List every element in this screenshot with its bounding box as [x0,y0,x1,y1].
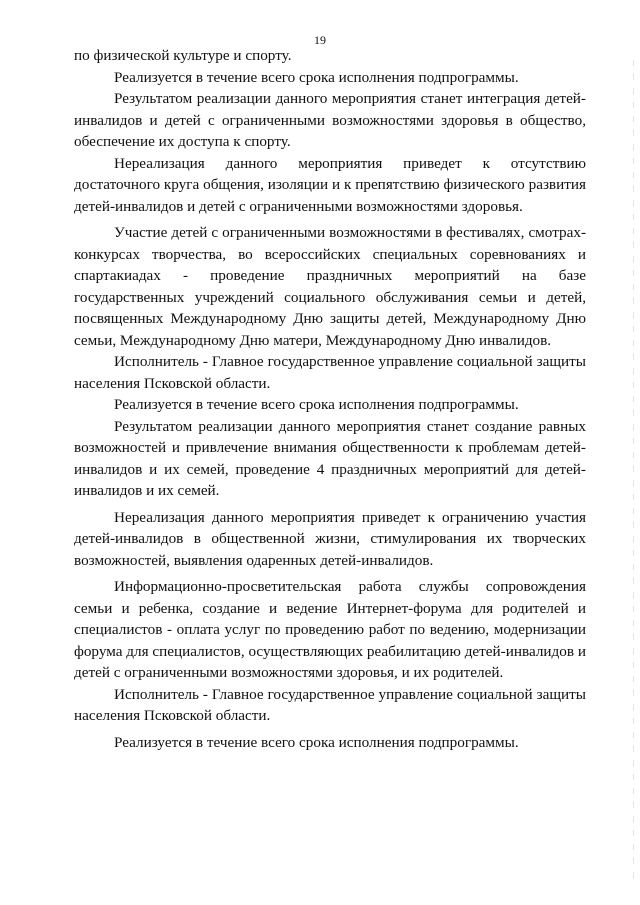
paragraph: Нереализация данного мероприятия приведет к ограничению участия детей-инвалидов в общественной жизни, стимулирования их творческих возможностей, выявления одаренных детей-инвалидов. [74,508,586,569]
page-number: 19 [314,33,326,47]
paragraph: Информационно-просветительская работа службы сопровождения семьи и ребенка, создание и ведение Интернет-форума для родителей и специалистов - оплата услуг по проведению работ по ведению, модернизации форума для специалистов, осуществляющих реабилитацию детей-инвалидов и детей с ограниченными возможностями здоровья, и их родителей. [74,578,586,681]
scan-edge-artifact [633,60,634,880]
paragraph: Участие детей с ограниченными возможностями в фестивалях, смотрах-конкурсах творчества, во всероссийских специальных соревнованиях и спартакиадах - проведение праздничных мероприятий на базе государственных учреждений социального обслуживания семьи и детей, посвященных Международному Дню защиты детей, Международному Дню семьи, Международному Дню матери, Международному Дню инвалидов. [74,224,586,349]
paragraph: Реализуется в течение всего срока исполнения подпрограммы. [114,396,519,413]
paragraph: Исполнитель - Главное государственное управление социальной защиты населения Псковской области. [74,353,586,392]
paragraph-continuation: по физической культуре и спорту. [74,47,292,64]
paragraph: Исполнитель - Главное государственное управление социальной защиты населения Псковской области. [74,685,586,724]
paragraph: Реализуется в течение всего срока исполнения подпрограммы. [114,733,519,751]
paragraph: Результатом реализации данного мероприятия станет интеграция детей-инвалидов и детей с ограниченными возможностями здоровья в общество, обеспечение их доступа к спорту. [74,90,586,150]
paragraph: Нереализация данного мероприятия приведет к отсутствию достаточного круга общения, изоляции и к препятствию физического развития детей-инвалидов и детей с ограниченными возможностями здоровья. [74,154,586,215]
body-text [74,45,586,753]
paragraph: Результатом реализации данного мероприятия станет создание равных возможностей и привлечение внимания общественности к проблемам детей-инвалидов и их семей, проведение 4 праздничных мероприятий для детей-инвалидов и их семей. [74,417,586,499]
paragraph: Реализуется в течение всего срока исполнения подпрограммы. [114,68,519,86]
